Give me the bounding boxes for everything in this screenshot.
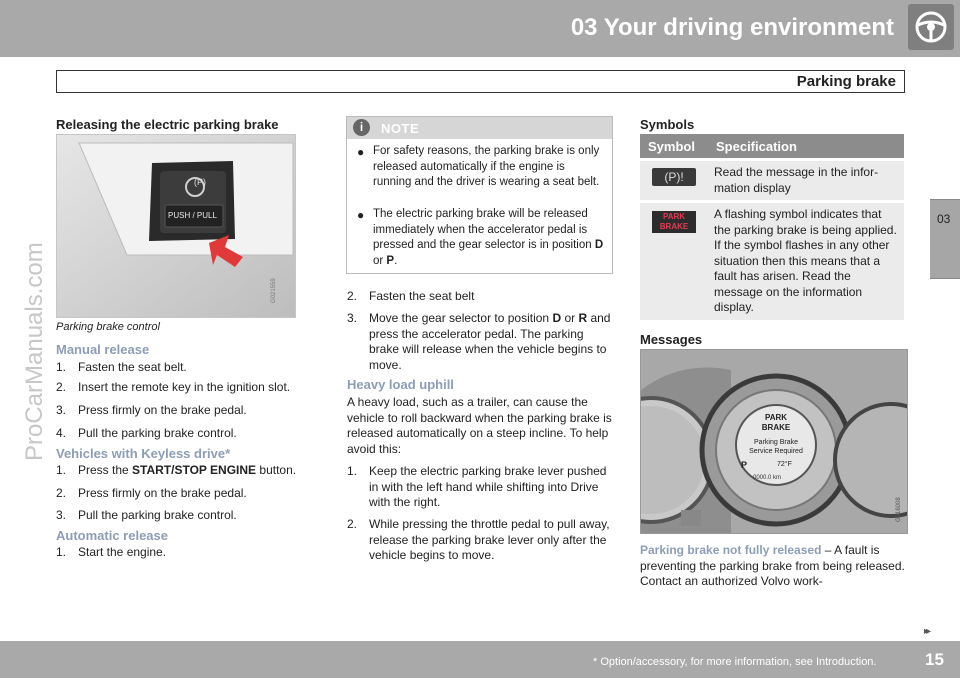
parking-brake-figure (56, 134, 296, 318)
table-header-specification: Specification (708, 134, 904, 160)
chapter-title: 03 Your driving environment (570, 14, 894, 41)
note-bullet-2: The electric parking brake will be released immediately when the accelerator pedal is pressed and the gear selector is in position D or P. (373, 208, 604, 267)
note-label: NOTE (381, 121, 420, 136)
spec-cell: Read the message in the information display (708, 160, 904, 202)
automatic-release-heading: Automatic release (56, 528, 168, 543)
chapter-tab[interactable] (930, 199, 960, 279)
figure-code: G016008 (896, 497, 902, 522)
section-bar (56, 70, 905, 93)
chapter-tab-label: 03 (937, 212, 951, 226)
footnote: * Option/accessory, for more information, see Introduction. (593, 656, 877, 668)
figure-caption: Parking brake control (56, 321, 160, 333)
watermark: ProCarManuals.com (21, 242, 48, 461)
heavy-load-heading: Heavy load uphill (347, 377, 454, 392)
symbols-heading: Symbols (640, 117, 695, 132)
manual-release-heading: Manual release (56, 342, 150, 357)
figure-symbol: (P) (194, 177, 206, 187)
cluster-gear: P (741, 460, 748, 470)
table-row (640, 202, 904, 320)
cluster-message: Parking Brake Service Required (749, 439, 803, 455)
symbol-cell (640, 160, 708, 202)
next-page-icon[interactable]: ▸▸ (924, 626, 929, 637)
table-row (640, 160, 904, 202)
page-number: 15 (925, 650, 944, 669)
message-paragraph: Parking brake not fully released – A fault is preventing the parking brake from being released. Contact an authorized Volvo work- (640, 543, 905, 588)
note-box (346, 116, 613, 274)
spec-cell: A flashing symbol indicates that the parking brake is being applied. If the symbol flashes in any other situation then this means that a fault has arisen. Read the message on the information display. (708, 202, 904, 320)
push-pull-label: PUSH / PULL (168, 211, 217, 220)
table-header-symbol: Symbol (640, 134, 708, 160)
note-bullet-1: For safety reasons, the parking brake is only released automatically if the engine is running and the driver is wearing a seat belt. (373, 145, 600, 188)
bullet-icon: ● (357, 145, 365, 159)
steering-wheel-icon (908, 4, 954, 50)
symbols-table (640, 134, 904, 320)
table-header-row (640, 134, 904, 160)
cluster-odometer: 0000.0 km (753, 475, 782, 481)
keyless-heading: Vehicles with Keyless drive* (56, 446, 231, 461)
instrument-cluster-figure (640, 349, 908, 534)
cluster-park-text: PARK BRAKE (761, 413, 791, 432)
figure-code: G021559 (271, 278, 277, 303)
heavy-load-paragraph: A heavy load, such as a trailer, can cause the vehicle to roll backward when the parking brake is released automatically on a steep incline. To help avoid this: (347, 395, 612, 456)
park-brake-icon: PARK BRAKE (652, 211, 696, 233)
symbol-cell (640, 202, 708, 320)
section-title: Parking brake (796, 73, 896, 90)
info-icon: i (353, 119, 370, 136)
parking-brake-warning-icon: (P)! (652, 168, 696, 186)
releasing-heading: Releasing the electric parking brake (56, 117, 279, 132)
cluster-temp: 72°F (777, 461, 792, 468)
bullet-icon: ● (357, 208, 365, 222)
messages-heading: Messages (640, 332, 703, 347)
message-title: Parking brake not fully released (640, 543, 822, 557)
